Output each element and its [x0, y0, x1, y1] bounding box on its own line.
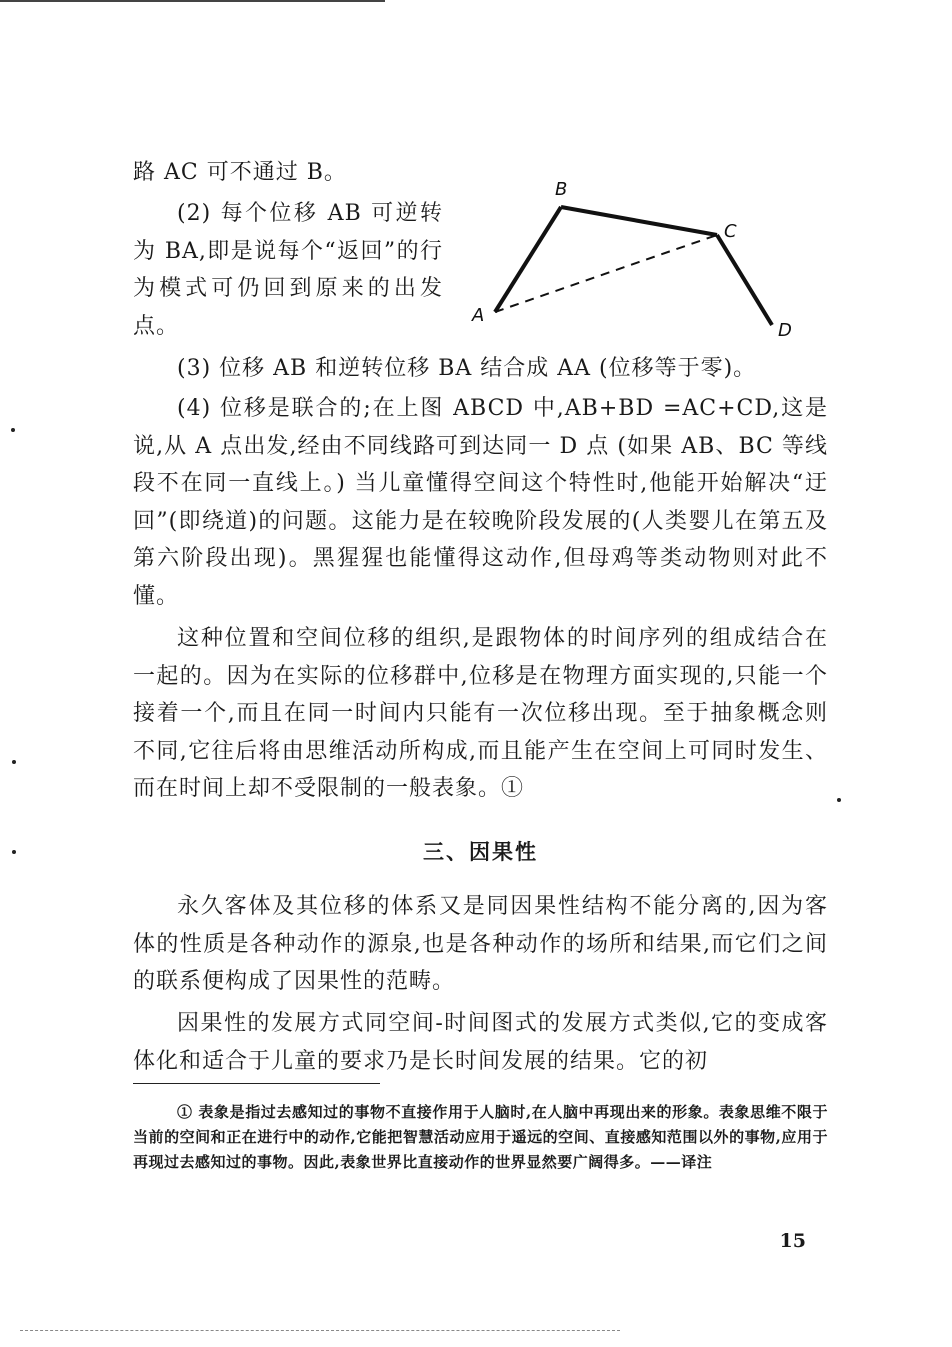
paragraph-1: 路 AC 可不通过 B。: [133, 160, 347, 185]
paragraph-3: (3) 位移 AB 和逆转位移 BA 结合成 AA (位移等于零)。: [177, 356, 757, 381]
paragraph-6: 永久客体及其位移的体系又是同因果性结构不能分离的,因为客体的性质是各种动作的源泉,也是各种动作的场所和结果,而它们之间的联系便构成了因果性的范畴。: [133, 894, 828, 994]
label-a: A: [472, 305, 485, 326]
scan-speck: [11, 428, 15, 432]
segment-cd: [717, 235, 772, 325]
paragraph-5: 这种位置和空间位移的组织,是跟物体的时间序列的组成结合在一起的。因为在实际的位移群中,位移是在物理方面实现的,只能一个接着一个,而且在同一时间内只能有一次位移出现。至于抽象概念则不同,它往后将由思维活动所构成,而且能产生在空间上可同时发生、而在时间上却不受限制的一般表象。①: [133, 626, 828, 801]
segment-ac-dashed: [495, 235, 717, 312]
footnote-divider: [133, 1083, 380, 1084]
segment-ab: [495, 207, 561, 312]
segment-bc: [561, 207, 717, 235]
displacement-diagram: [462, 175, 802, 345]
paragraph-7: 因果性的发展方式同空间-时间图式的发展方式类似,它的变成客体化和适合于儿童的要求乃是长时间发展的结果。它的初: [133, 1011, 828, 1074]
label-d: D: [778, 320, 792, 341]
paragraph-4: (4) 位移是联合的;在上图 ABCD 中,AB+BD =AC+CD,这是说,从 A 点出发,经由不同线路可到达同一 D 点 (如果 AB、BC 等线段不在同一直线上。) 当儿童懂得空间这个特性时,他能开始解决“迂回”(即绕道)的问题。这能力是在较晚阶段发展的(人类婴儿在第五及第六阶段出现)。黑猩猩也能懂得这动作,但母鸡等类动物则对此不懂。: [133, 396, 828, 609]
top-edge-rule: [0, 0, 385, 2]
page-number: 15: [779, 1230, 806, 1252]
scan-speck: [12, 850, 16, 854]
footnote: ① 表象是指过去感知过的事物不直接作用于人脑时,在人脑中再现出来的形象。表象思维不限于当前的空间和正在进行中的动作,它能把智慧活动应用于遥远的空间、直接感知范围以外的事物,应用于再现过去感知过的事物。因此,表象世界比直接动作的世界显然要广阔得多。——译注: [133, 1103, 828, 1171]
scan-speck: [837, 798, 841, 802]
paragraph-2: (2) 每个位移 AB 可逆转为 BA,即是说每个“返回”的行为模式可仍回到原来的出发点。: [133, 201, 443, 339]
section-heading: 三、因果性: [423, 840, 538, 864]
label-c: C: [724, 221, 737, 242]
label-b: B: [555, 179, 568, 200]
scan-speck: [12, 760, 16, 764]
bottom-edge-rule: [20, 1330, 620, 1331]
